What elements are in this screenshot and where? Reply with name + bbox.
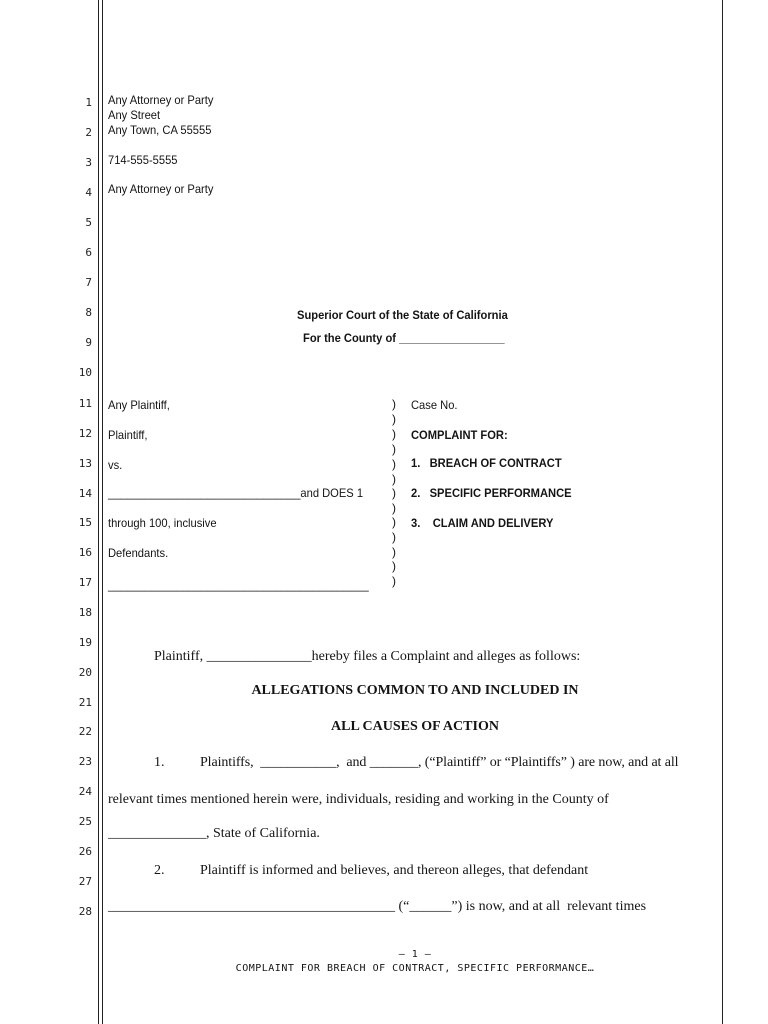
paragraph-1-line-3: ______________, State of California. [108,826,320,841]
line-number: 19 [78,636,92,649]
left-margin-rule-outer [98,0,99,1024]
paragraph-2-line-2: _________________________________________ (“______”) is now, and at all relevant times [108,899,647,914]
line-number: 2 [85,126,92,139]
line-number: 5 [85,216,92,229]
line-number: 7 [85,276,92,289]
case-number-label: Case No. [411,398,458,412]
line-number: 20 [78,666,92,679]
line-number: 27 [78,875,92,888]
paragraph-2-line-1: Plaintiff is informed and believes, and thereon alleges, that defendant [200,863,589,878]
versus-label: vs. [108,458,123,472]
caption-paren: ) [392,442,396,456]
caption-paren: ) [392,574,396,588]
line-number: 4 [85,186,92,199]
caption-paren: ) [392,530,396,544]
caption-paren: ) [392,545,396,559]
attorney-party: Any Attorney or Party [108,182,214,196]
cause-item: 3. CLAIM AND DELIVERY [411,516,554,530]
paragraph-number: 1. [154,755,165,770]
line-number: 25 [78,815,92,828]
line-number: 14 [78,487,92,500]
caption-paren: ) [392,486,396,500]
line-number: 6 [85,246,92,259]
page-number: – 1 – [398,949,432,960]
caption-paren: ) [392,501,396,515]
line-number: 26 [78,845,92,858]
cause-item: 1. BREACH OF CONTRACT [411,456,562,470]
line-number: 11 [78,397,92,410]
intro-paragraph: Plaintiff, _______________hereby files a Complaint and alleges as follows: [154,649,581,664]
line-number: 1 [85,96,92,109]
caption-paren: ) [392,397,396,411]
caption-paren: ) [392,412,396,426]
line-number: 17 [78,576,92,589]
section-heading-line1: ALLEGATIONS COMMON TO AND INCLUDED IN [251,683,579,698]
right-margin-rule [722,0,723,1024]
line-number: 21 [78,696,92,709]
line-number: 8 [85,306,92,319]
paragraph-number: 2. [154,863,165,878]
paragraph-1-line-1: Plaintiffs, ___________, and _______, (“Plaintiff” or “Plaintiffs” ) are now, and at all [200,755,679,770]
complaint-for-label: COMPLAINT FOR: [411,428,508,442]
paragraph-1-line-2: relevant times mentioned herein were, individuals, residing and working in the County of [108,792,609,807]
cause-item: 2. SPECIFIC PERFORMANCE [411,486,572,500]
line-number: 3 [85,156,92,169]
attorney-street: Any Street [108,108,161,122]
line-number: 12 [78,427,92,440]
attorney-name: Any Attorney or Party [108,93,214,107]
plaintiff-name: Any Plaintiff, [108,398,170,412]
court-title: Superior Court of the State of California [297,308,508,322]
line-number: 16 [78,546,92,559]
caption-paren: ) [392,427,396,441]
attorney-city: Any Town, CA 55555 [108,123,212,137]
line-number: 13 [78,457,92,470]
caption-paren: ) [392,559,396,573]
caption-paren: ) [392,515,396,529]
caption-paren: ) [392,457,396,471]
defendant-line: _______________________________and DOES 1 [108,486,364,500]
footer-title: COMPLAINT FOR BREACH OF CONTRACT, SPECIFIC PERFORMANCE… [235,963,595,974]
line-number: 9 [85,336,92,349]
line-number: 23 [78,755,92,768]
line-number: 18 [78,606,92,619]
section-heading-line2: ALL CAUSES OF ACTION [331,719,499,734]
line-number: 28 [78,905,92,918]
line-number: 24 [78,785,92,798]
defendants-label: Defendants. [108,546,169,560]
line-number: 22 [78,725,92,738]
court-county: For the County of _________________ [303,331,505,345]
caption-underline: __________________________________________ [108,578,369,592]
line-number: 10 [78,366,92,379]
plaintiff-role: Plaintiff, [108,428,148,442]
attorney-phone: 714-555-5555 [108,153,178,167]
through-inclusive: through 100, inclusive [108,516,217,530]
line-number: 15 [78,516,92,529]
caption-paren: ) [392,472,396,486]
left-margin-rule-inner [102,0,103,1024]
